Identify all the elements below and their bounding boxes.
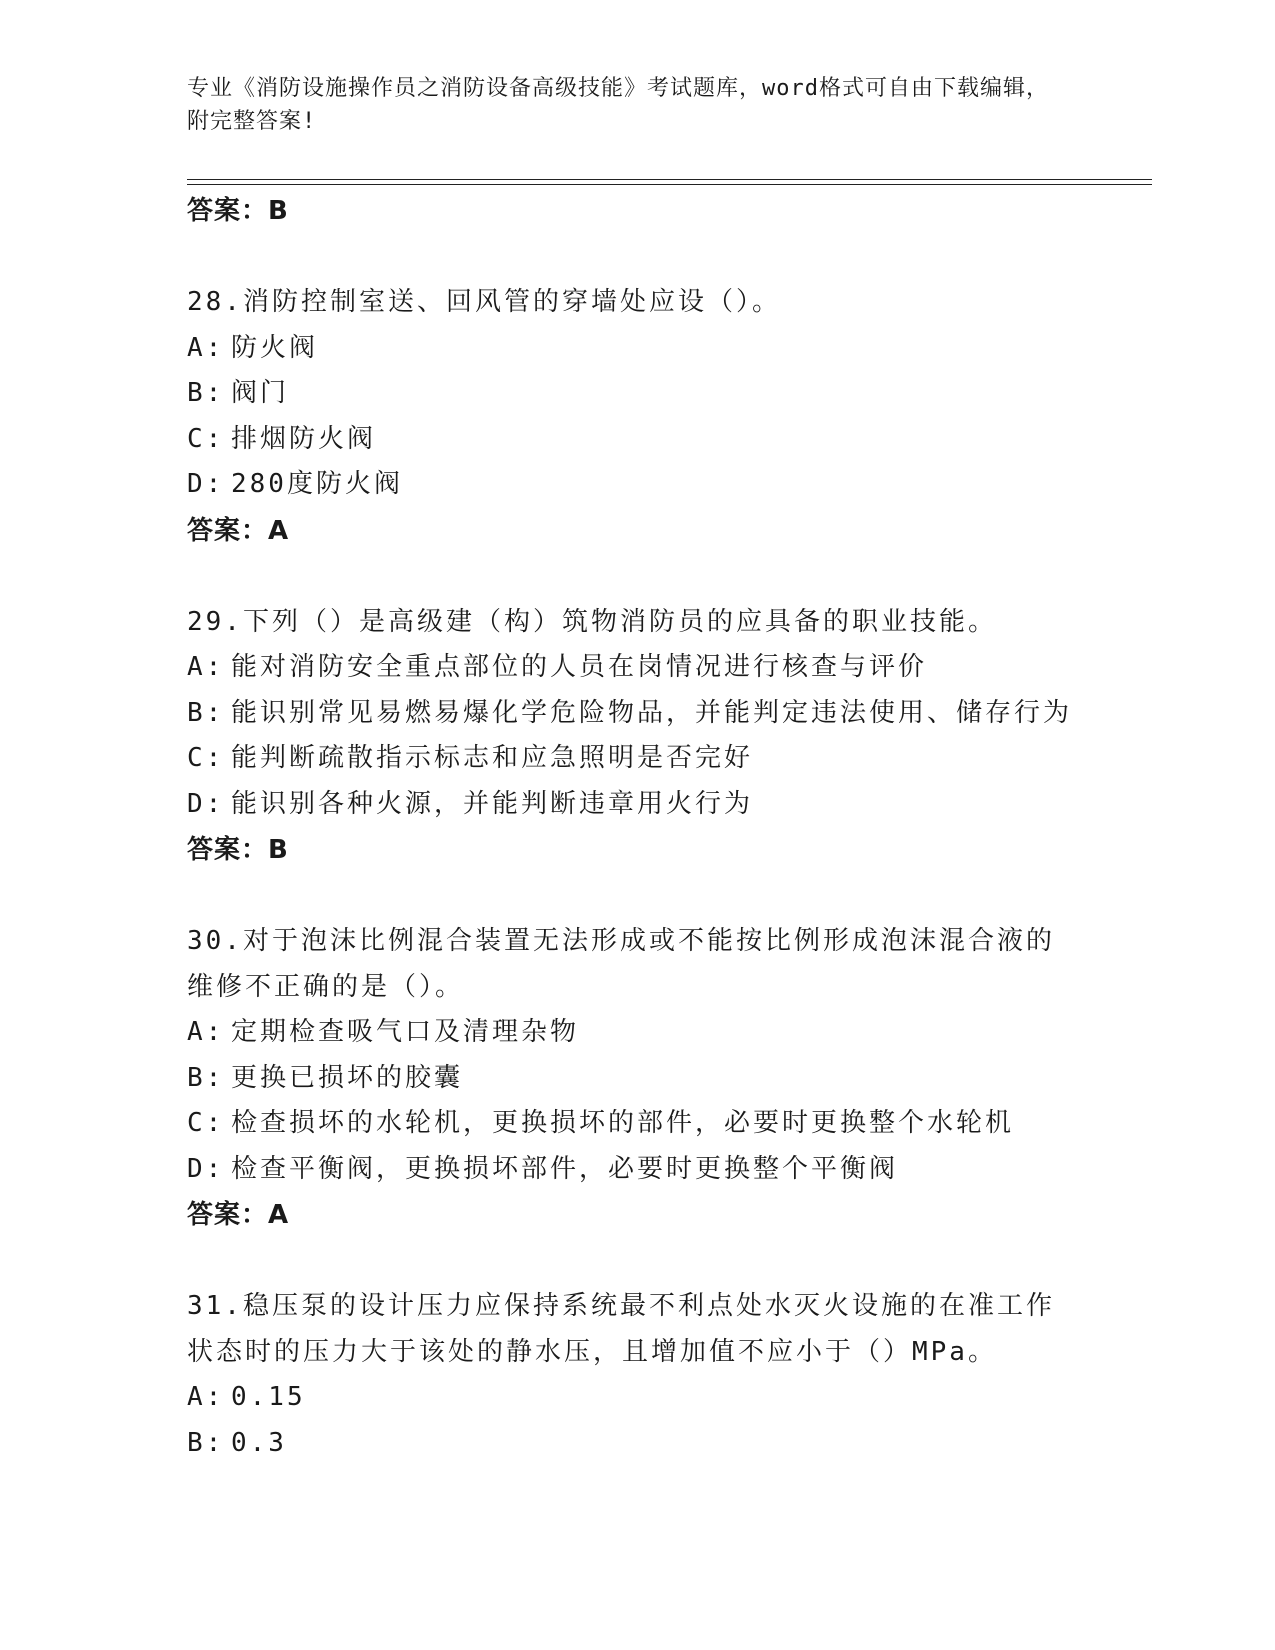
- option-text: 排烟防火阀: [231, 423, 377, 454]
- option-key: D:: [187, 788, 225, 819]
- option-b: [187, 371, 1152, 417]
- option-text: 定期检查吸气口及清理杂物: [231, 1017, 580, 1047]
- option-key: A:: [187, 1017, 225, 1047]
- option-d: [187, 782, 1152, 828]
- question-item: [187, 1284, 1152, 1466]
- option-text: 能判断疏散指示标志和应急照明是否完好: [231, 743, 754, 773]
- header-rule-top: [187, 179, 1152, 180]
- option-text: 检查平衡阀，更换损坏部件，必要时更换整个平衡阀: [231, 1153, 899, 1184]
- option-key: A:: [187, 332, 225, 363]
- option-key: A:: [187, 652, 225, 682]
- option-c: [187, 1101, 1152, 1147]
- answer-line: [187, 1192, 1152, 1238]
- document-body: [187, 188, 1152, 1466]
- option-b: [187, 1421, 1152, 1467]
- option-key: B:: [187, 1062, 225, 1093]
- answer-line: [187, 188, 1152, 234]
- option-text: 能识别各种火源，并能判断违章用火行为: [231, 788, 754, 819]
- option-key: D:: [187, 1153, 225, 1184]
- option-key: C:: [187, 423, 225, 454]
- answer-label: 答案：: [187, 515, 269, 546]
- question-stem: 29.下列（）是高级建（构）筑物消防员的应具备的职业技能。: [187, 606, 997, 637]
- option-text: 能识别常见易燃易爆化学危险物品，并能判定违法使用、储存行为: [231, 697, 1073, 728]
- answer-label: 答案：: [187, 835, 269, 865]
- question-item: [187, 600, 1152, 874]
- option-key: B:: [187, 1427, 225, 1458]
- option-d: [187, 1147, 1152, 1193]
- option-b: [187, 691, 1152, 737]
- option-a: [187, 1375, 1152, 1421]
- option-key: B:: [187, 378, 225, 408]
- answer-line: [187, 827, 1152, 873]
- answer-line: [187, 508, 1152, 554]
- header-rule-bottom: [187, 184, 1152, 185]
- question-item: [187, 919, 1152, 1238]
- option-b: [187, 1056, 1152, 1102]
- option-key: A:: [187, 1382, 225, 1412]
- option-text: 0.15: [231, 1382, 306, 1412]
- option-a: [187, 645, 1152, 691]
- option-text: 能对消防安全重点部位的人员在岗情况进行核查与评价: [231, 652, 928, 682]
- option-text: 检查损坏的水轮机，更换损坏的部件，必要时更换整个水轮机: [231, 1108, 1015, 1138]
- option-a: [187, 1010, 1152, 1056]
- answer-value: A: [268, 1200, 290, 1230]
- option-key: C:: [187, 1108, 225, 1138]
- answer-value: B: [268, 196, 289, 226]
- option-text: 280度防火阀: [231, 469, 403, 499]
- option-d: [187, 462, 1152, 508]
- document-header: 专业《消防设施操作员之消防设备高级技能》考试题库，word格式可自由下载编辑，附完整答案!: [187, 76, 1049, 134]
- answer-value: A: [268, 515, 290, 546]
- option-key: B:: [187, 697, 225, 728]
- question-item: [187, 280, 1152, 554]
- option-text: 防火阀: [231, 332, 319, 363]
- option-text: 0.3: [231, 1427, 287, 1458]
- option-text: 阀门: [231, 378, 290, 408]
- answer-value: B: [268, 835, 289, 865]
- option-text: 更换已损坏的胶囊: [231, 1062, 464, 1093]
- option-c: [187, 417, 1152, 463]
- answer-label: 答案：: [187, 1200, 269, 1230]
- option-key: C:: [187, 743, 225, 773]
- question-stem: 31.稳压泵的设计压力应保持系统最不利点处水灭火设施的在准工作状态时的压力大于该处的静水压，且增加值不应小于（）MPa。: [187, 1291, 1055, 1367]
- question-stem: 30.对于泡沫比例混合装置无法形成或不能按比例形成泡沫混合液的维修不正确的是（）。: [187, 926, 1055, 1002]
- option-c: [187, 736, 1152, 782]
- question-stem: 28.消防控制室送、回风管的穿墙处应设（）。: [187, 287, 781, 317]
- option-a: [187, 326, 1152, 372]
- option-key: D:: [187, 469, 225, 499]
- answer-label: 答案：: [187, 196, 269, 226]
